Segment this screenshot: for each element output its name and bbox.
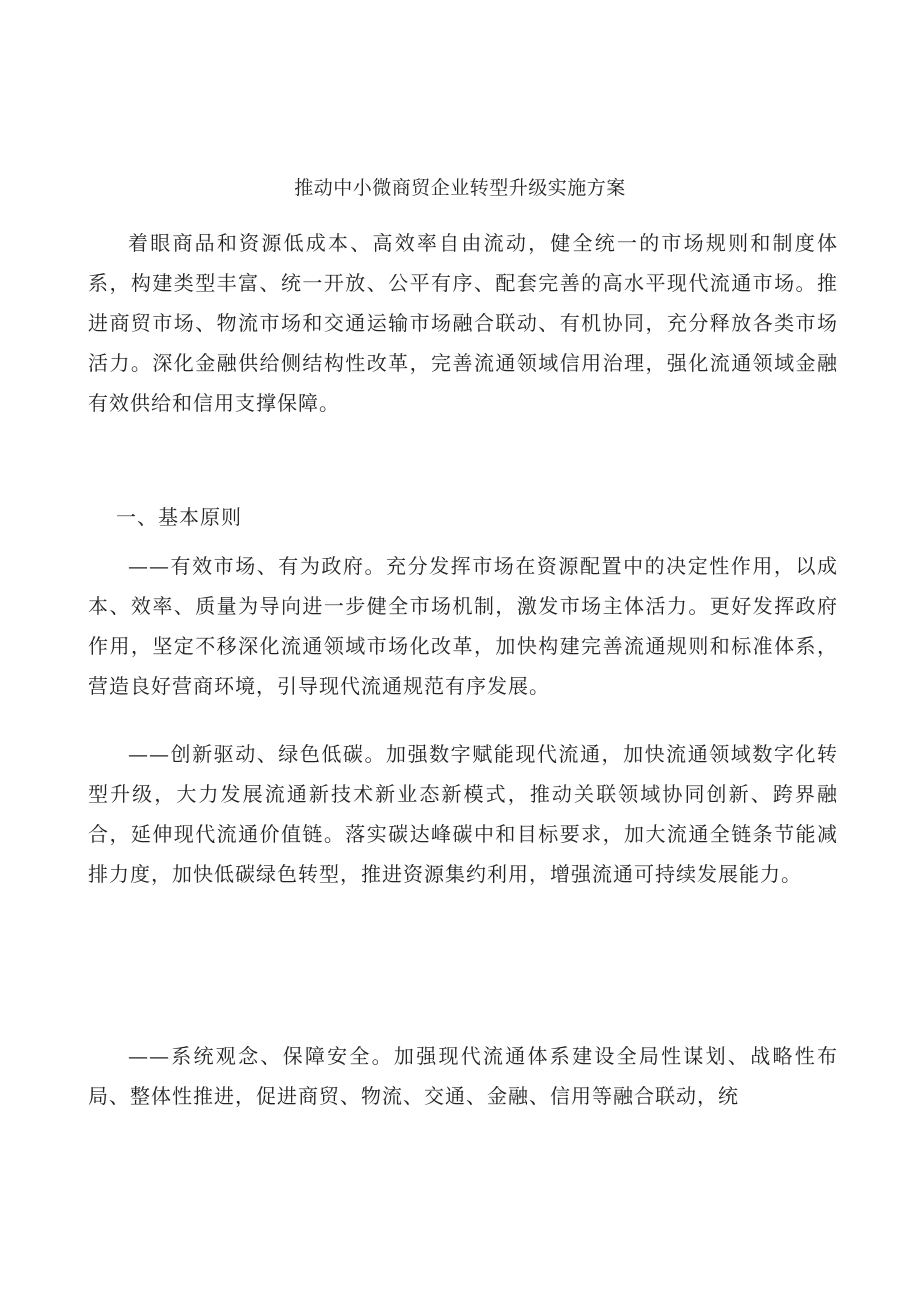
paragraph-principle-system-security: ——系统观念、保障安全。加强现代流通体系建设全局性谋划、战略性布局、整体性推进，促进商贸、物流、交通、金融、信用等融合联动，统 (88, 1044, 838, 1108)
document-title: 推动中小微商贸企业转型升级实施方案 (294, 177, 626, 199)
section-heading-basic-principles: 一、基本原则 (116, 505, 242, 529)
paragraph-principle-innovation-green: ——创新驱动、绿色低碳。加强数字赋能现代流通，加快流通领域数字化转型升级，大力发展流通新技术新业态新模式，推动关联领域协同创新、跨界融合，延伸现代流通价值链。落实碳达峰碳中和目标要求，加大流通全链条节能减排力度，加快低碳绿色转型，推进资源集约利用，增强流通可持续发展能力。 (88, 742, 838, 886)
paragraph-intro: 着眼商品和资源低成本、高效率自由流动，健全统一的市场规则和制度体系，构建类型丰富、统一开放、公平有序、配套完善的高水平现代流通市场。推进商贸市场、物流市场和交通运输市场融合联动、有机协同，充分释放各类市场活力。深化金融供给侧结构性改革，完善流通领域信用治理，强化流通领域金融有效供给和信用支撑保障。 (88, 231, 838, 415)
paragraph-principle-market-government: ——有效市场、有为政府。充分发挥市场在资源配置中的决定性作用，以成本、效率、质量为导向进一步健全市场机制，激发市场主体活力。更好发挥政府作用，坚定不移深化流通领域市场化改革，加快构建完善流通规则和标准体系，营造良好营商环境，引导现代流通规范有序发展。 (88, 554, 838, 698)
